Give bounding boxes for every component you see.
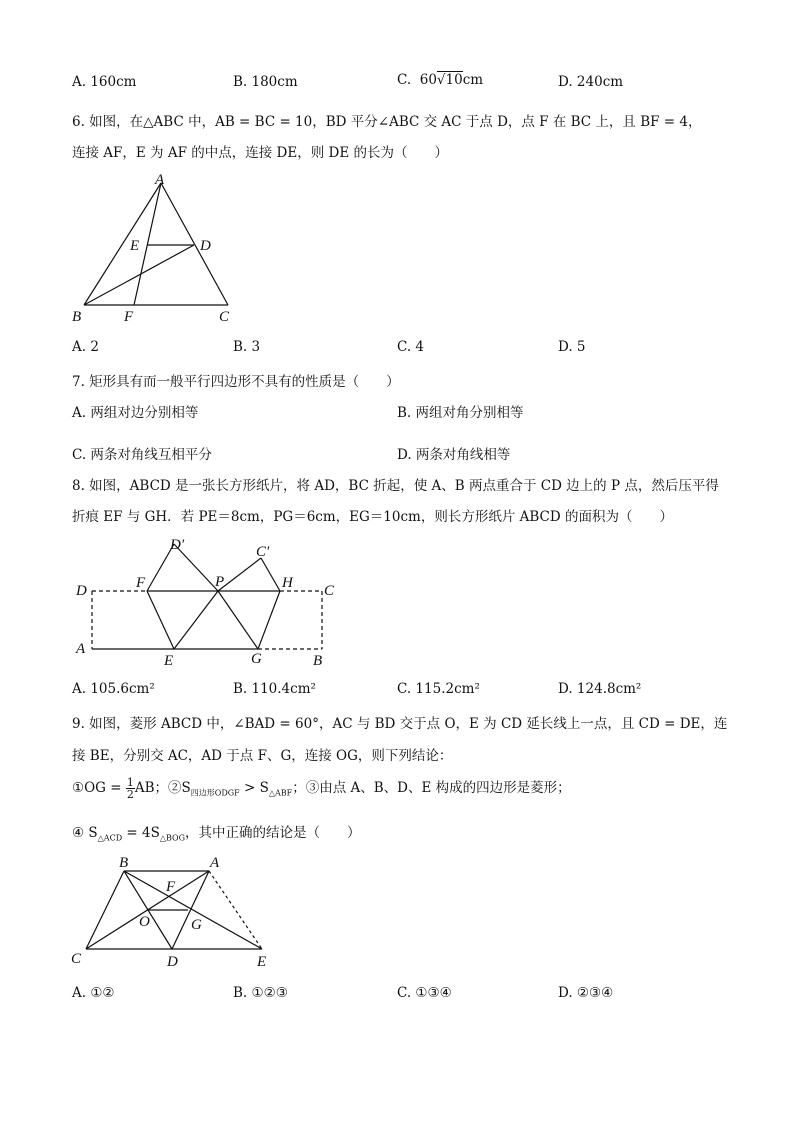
q6-line-ab [84, 183, 161, 305]
q8-label-b: B [313, 653, 323, 669]
q8-line-pc1 [218, 558, 261, 591]
q5-option-c [397, 72, 483, 88]
q6-triangle-diagram [66, 168, 246, 328]
q6-line-ac [161, 183, 228, 305]
q9-line-ae-dashed [209, 871, 262, 949]
q5-option-c-coef: 60 [419, 72, 437, 88]
q7-option-d: D. 两条对角线相等 [397, 447, 511, 463]
q9-label-c: C [71, 951, 82, 967]
q9-option-b: B. ①②③ [233, 985, 288, 1001]
q9-line-be [124, 871, 262, 949]
q6-option-c: C. 4 [397, 339, 425, 355]
q9-sub-bog: △BOG [159, 833, 185, 843]
q9-sub-quad: 四边形ODGF [190, 788, 240, 798]
q7-option-b: B. 两组对角分别相等 [397, 405, 524, 421]
q8-label-d-prime: D′ [170, 537, 185, 553]
q6-label-d: D [200, 238, 211, 254]
q9-conclusion-4-eq: = 4S [122, 825, 160, 841]
q7-option-a: A. 两组对边分别相等 [72, 405, 199, 421]
q8-label-e: E [164, 653, 174, 669]
q8-line-ep [174, 591, 218, 649]
q6-label-c: C [219, 309, 230, 325]
q8-line-pg [218, 591, 258, 649]
q9-label-b: B [119, 855, 129, 871]
q6-option-b: B. 3 [233, 339, 261, 355]
q9-label-e: E [257, 954, 267, 970]
q9-conclusion-4-lhs: ④ S [72, 825, 98, 841]
q9-label-a: A [210, 855, 220, 871]
q9-label-f: F [166, 879, 176, 895]
q8-option-b: B. 110.4cm² [233, 681, 316, 697]
q8-line-gh [258, 591, 280, 649]
q8-label-f: F [136, 575, 146, 591]
q5-option-c-letter: C. [397, 72, 412, 88]
q9-label-g: G [191, 917, 202, 933]
q8-label-c-prime: C′ [256, 544, 270, 560]
q5-option-b: B. 180cm [233, 74, 298, 90]
q9-sub-abf: △ABF [268, 788, 293, 798]
q8-stem-line1: 8. 如图，ABCD 是一张长方形纸片，将 AD，BC 折起，使 A、B 两点重合于 CD 边上的 P 点，然后压平得 [72, 478, 719, 494]
q8-label-h: H [282, 575, 293, 591]
q8-label-p: P [215, 574, 225, 590]
q9-fraction-half [126, 777, 135, 800]
q9-conclusion-1-rhs: AB；②S [134, 780, 191, 796]
q9-question-end: ，其中正确的结论是（ ） [185, 825, 361, 841]
q6-option-d: D. 5 [558, 339, 586, 355]
q6-label-f: F [124, 309, 134, 325]
q8-stem-line2: 折痕 EF 与 GH．若 PE＝8cm，PG＝6cm，EG＝10cm，则长方形纸片 ABCD 的面积为（ ） [72, 509, 673, 525]
q6-label-e: E [130, 238, 140, 254]
q5-option-c-radical: √10 [436, 72, 463, 88]
q6-option-a: A. 2 [72, 339, 99, 355]
q6-stem-line1: 6. 如图，在△ABC 中，AB = BC = 10，BD 平分∠ABC 交 AC 于点 D，点 F 在 BC 上，且 BF = 4， [72, 114, 702, 130]
q7-stem: 7. 矩形具有而一般平行四边形不具有的性质是（ ） [72, 374, 400, 390]
q9-fraction-num: 1 [126, 776, 134, 789]
q8-label-g: G [251, 651, 262, 667]
q9-label-o: O [139, 914, 150, 930]
q5-option-d: D. 240cm [558, 74, 624, 90]
q9-conclusion-1-lhs: ①OG = [72, 780, 122, 796]
q8-label-a: A [76, 641, 86, 657]
q8-label-c: C [324, 583, 335, 599]
q9-option-a: A. ①② [72, 985, 115, 1001]
q9-stem-line1: 9. 如图，菱形 ABCD 中，∠BAD = 60°，AC 与 BD 交于点 O，E 为 CD 延长线上一点，且 CD = DE，连 [72, 716, 728, 732]
q6-label-b: B [72, 309, 82, 325]
q9-stem-line2: 接 BE，分别交 AC，AD 于点 F、G，连接 OG，则下列结论： [72, 748, 453, 764]
q9-option-d: D. ②③④ [558, 985, 614, 1001]
q5-option-c-unit: cm [462, 72, 484, 88]
q6-stem-line2: 连接 AF，E 为 AF 的中点，连接 DE，则 DE 的长为（ ） [72, 145, 448, 161]
q8-line-fe [147, 591, 174, 649]
q9-conclusion-3: ；③由点 A、B、D、E 构成的四边形是菱形； [292, 780, 571, 796]
q9-stem-line4 [72, 821, 361, 843]
q5-option-a: A. 160cm [72, 74, 137, 90]
q9-label-d: D [167, 954, 178, 970]
q9-conclusion-2-gt: > S [239, 780, 269, 796]
q9-fraction-den: 2 [126, 788, 134, 801]
q9-option-c: C. ①③④ [397, 985, 452, 1001]
q6-label-a: A [155, 172, 165, 188]
q8-line-c1h [261, 558, 280, 591]
q7-option-c: C. 两条对角线互相平分 [72, 447, 212, 463]
q9-stem-line3 [72, 776, 571, 800]
q8-label-d: D [76, 583, 87, 599]
q9-rhombus-diagram [66, 853, 286, 973]
q8-folded-rectangle-diagram [70, 532, 340, 672]
q8-option-a: A. 105.6cm² [72, 681, 155, 697]
q9-sub-acd: △ACD [97, 833, 123, 843]
q8-option-c: C. 115.2cm² [397, 681, 480, 697]
q6-line-bd [84, 245, 194, 305]
q8-option-d: D. 124.8cm² [558, 681, 642, 697]
